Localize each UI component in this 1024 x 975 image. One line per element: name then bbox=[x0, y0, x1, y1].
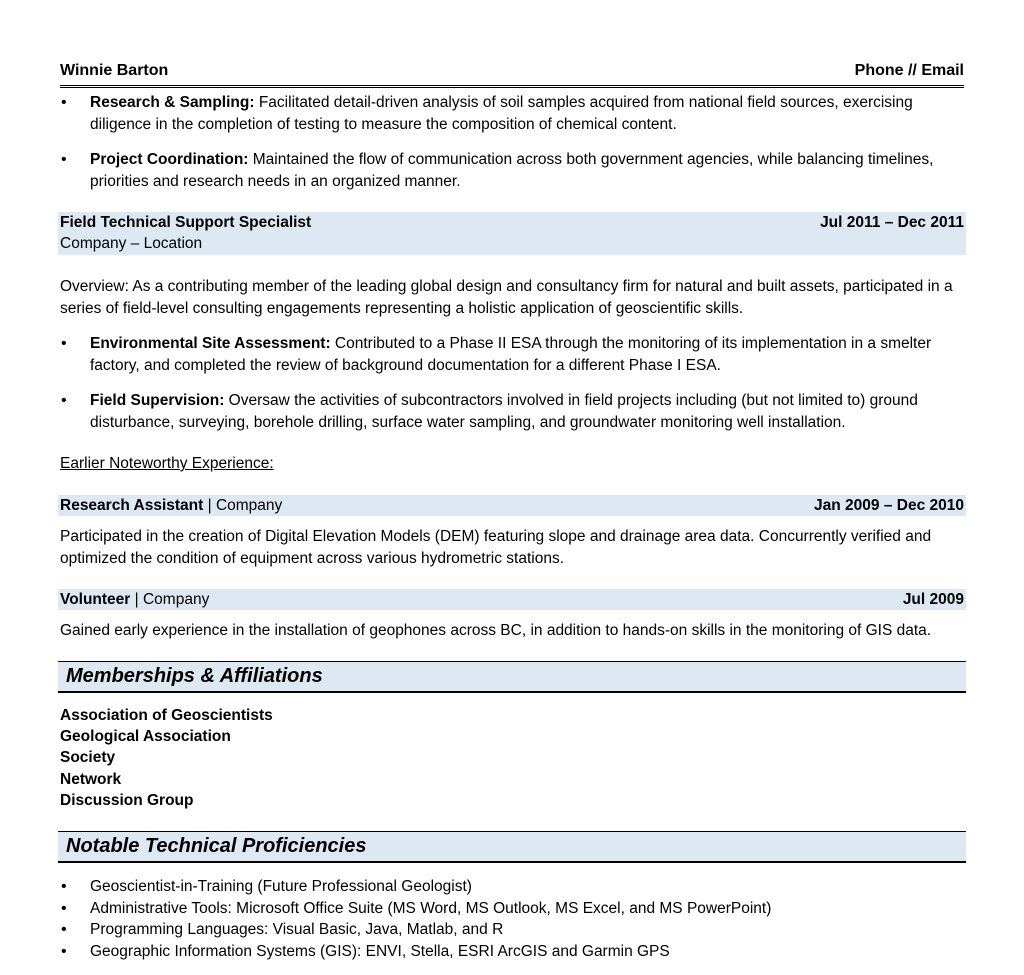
membership-item: Association of Geoscientists bbox=[60, 707, 273, 724]
job-dates: Jan 2009 – Dec 2010 bbox=[814, 497, 964, 514]
memberships-list bbox=[60, 705, 273, 811]
proficiencies-list bbox=[60, 876, 966, 962]
membership-item: Society bbox=[60, 749, 116, 767]
bullet-label: Field Supervision: bbox=[90, 392, 225, 409]
bullet-text: Maintained the flow of communication across both government agencies, while balancing timelines, priorities and research needs in an organized manner. bbox=[90, 151, 934, 190]
job-company: | Company bbox=[130, 591, 210, 608]
section-memberships bbox=[58, 661, 966, 693]
section-title: Memberships & Affiliations bbox=[66, 665, 323, 687]
job-overview: Overview: As a contributing member of the leading global design and consultancy firm for natural and built assets, participated in a series of field-level consulting engagements representing a holistic application of geoscientific skills. bbox=[60, 278, 953, 317]
bullet-field-supervision bbox=[60, 390, 966, 433]
job-title-text: Research Assistant bbox=[60, 497, 204, 514]
bullet-research-sampling bbox=[60, 92, 966, 135]
field-tech-bullets bbox=[60, 333, 966, 433]
job-heading-volunteer bbox=[58, 589, 966, 610]
job-company-location: Company – Location bbox=[60, 235, 203, 252]
job-dates: Jul 2009 bbox=[902, 591, 964, 608]
proficiency-item: • Programming Languages: Visual Basic, Java, Matlab, and R bbox=[60, 919, 966, 941]
job-company: | Company bbox=[203, 497, 283, 514]
bullet-project-coordination bbox=[60, 149, 966, 192]
job-heading-field-tech bbox=[58, 212, 966, 255]
section-title: Notable Technical Proficiencies bbox=[66, 835, 367, 857]
contact-info: Phone // Email bbox=[854, 62, 964, 79]
job-dates: Jul 2011 – Dec 2011 bbox=[820, 214, 964, 231]
job-description: Gained early experience in the installation of geophones across BC, in addition to hands-on skills in the monitoring of GIS data. bbox=[60, 622, 932, 639]
bullet-label: Environmental Site Assessment: bbox=[90, 335, 331, 352]
bullet-text: Contributed to a Phase II ESA through the monitoring of its implementation in a smelter factory, and completed the review of background documentation for a different Phase I ESA. bbox=[90, 335, 932, 374]
proficiency-item: • Geoscientist-in-Training (Future Professional Geologist) bbox=[60, 876, 966, 898]
bullet-text: Oversaw the activities of subcontractors involved in field projects including (but not limited to) ground disturbance, surveying, borehole drilling, surface water sampling, and groundwater monitoring well installation. bbox=[90, 392, 918, 431]
previous-role-bullets bbox=[60, 92, 966, 192]
proficiency-item: • Geographic Information Systems (GIS): ENVI, Stella, ESRI ArcGIS and Garmin GPS bbox=[60, 941, 966, 963]
job-title bbox=[60, 497, 282, 515]
job-title: Field Technical Support Specialist bbox=[60, 214, 312, 231]
membership-item: Discussion Group bbox=[60, 791, 194, 809]
resume-header bbox=[60, 60, 964, 88]
earlier-experience-heading: Earlier Noteworthy Experience: bbox=[60, 455, 274, 472]
job-title-text: Volunteer bbox=[60, 591, 131, 608]
proficiency-item: • Administrative Tools: Microsoft Office Suite (MS Word, MS Outlook, MS Excel, and MS PowerPoint) bbox=[60, 898, 966, 920]
bullet-label: Project Coordination: bbox=[90, 151, 249, 168]
bullet-label: Research & Sampling: bbox=[90, 94, 255, 111]
membership-item: Network bbox=[60, 770, 122, 788]
bullet-text: Facilitated detail-driven analysis of soil samples acquired from national field sources, exercising diligence in the completion of testing to measure the composition of chemical content. bbox=[90, 94, 913, 133]
section-proficiencies bbox=[58, 831, 966, 863]
job-heading-research-assistant bbox=[58, 495, 966, 516]
candidate-name: Winnie Barton bbox=[60, 62, 169, 79]
membership-item: Geological Association bbox=[60, 728, 231, 746]
bullet-environmental-site-assessment bbox=[60, 333, 966, 376]
job-description: Participated in the creation of Digital Elevation Models (DEM) featuring slope and drainage area data. Concurrently verified and optimized the condition of equipment across various hydrometric stations. bbox=[60, 528, 932, 567]
job-title bbox=[60, 591, 209, 609]
